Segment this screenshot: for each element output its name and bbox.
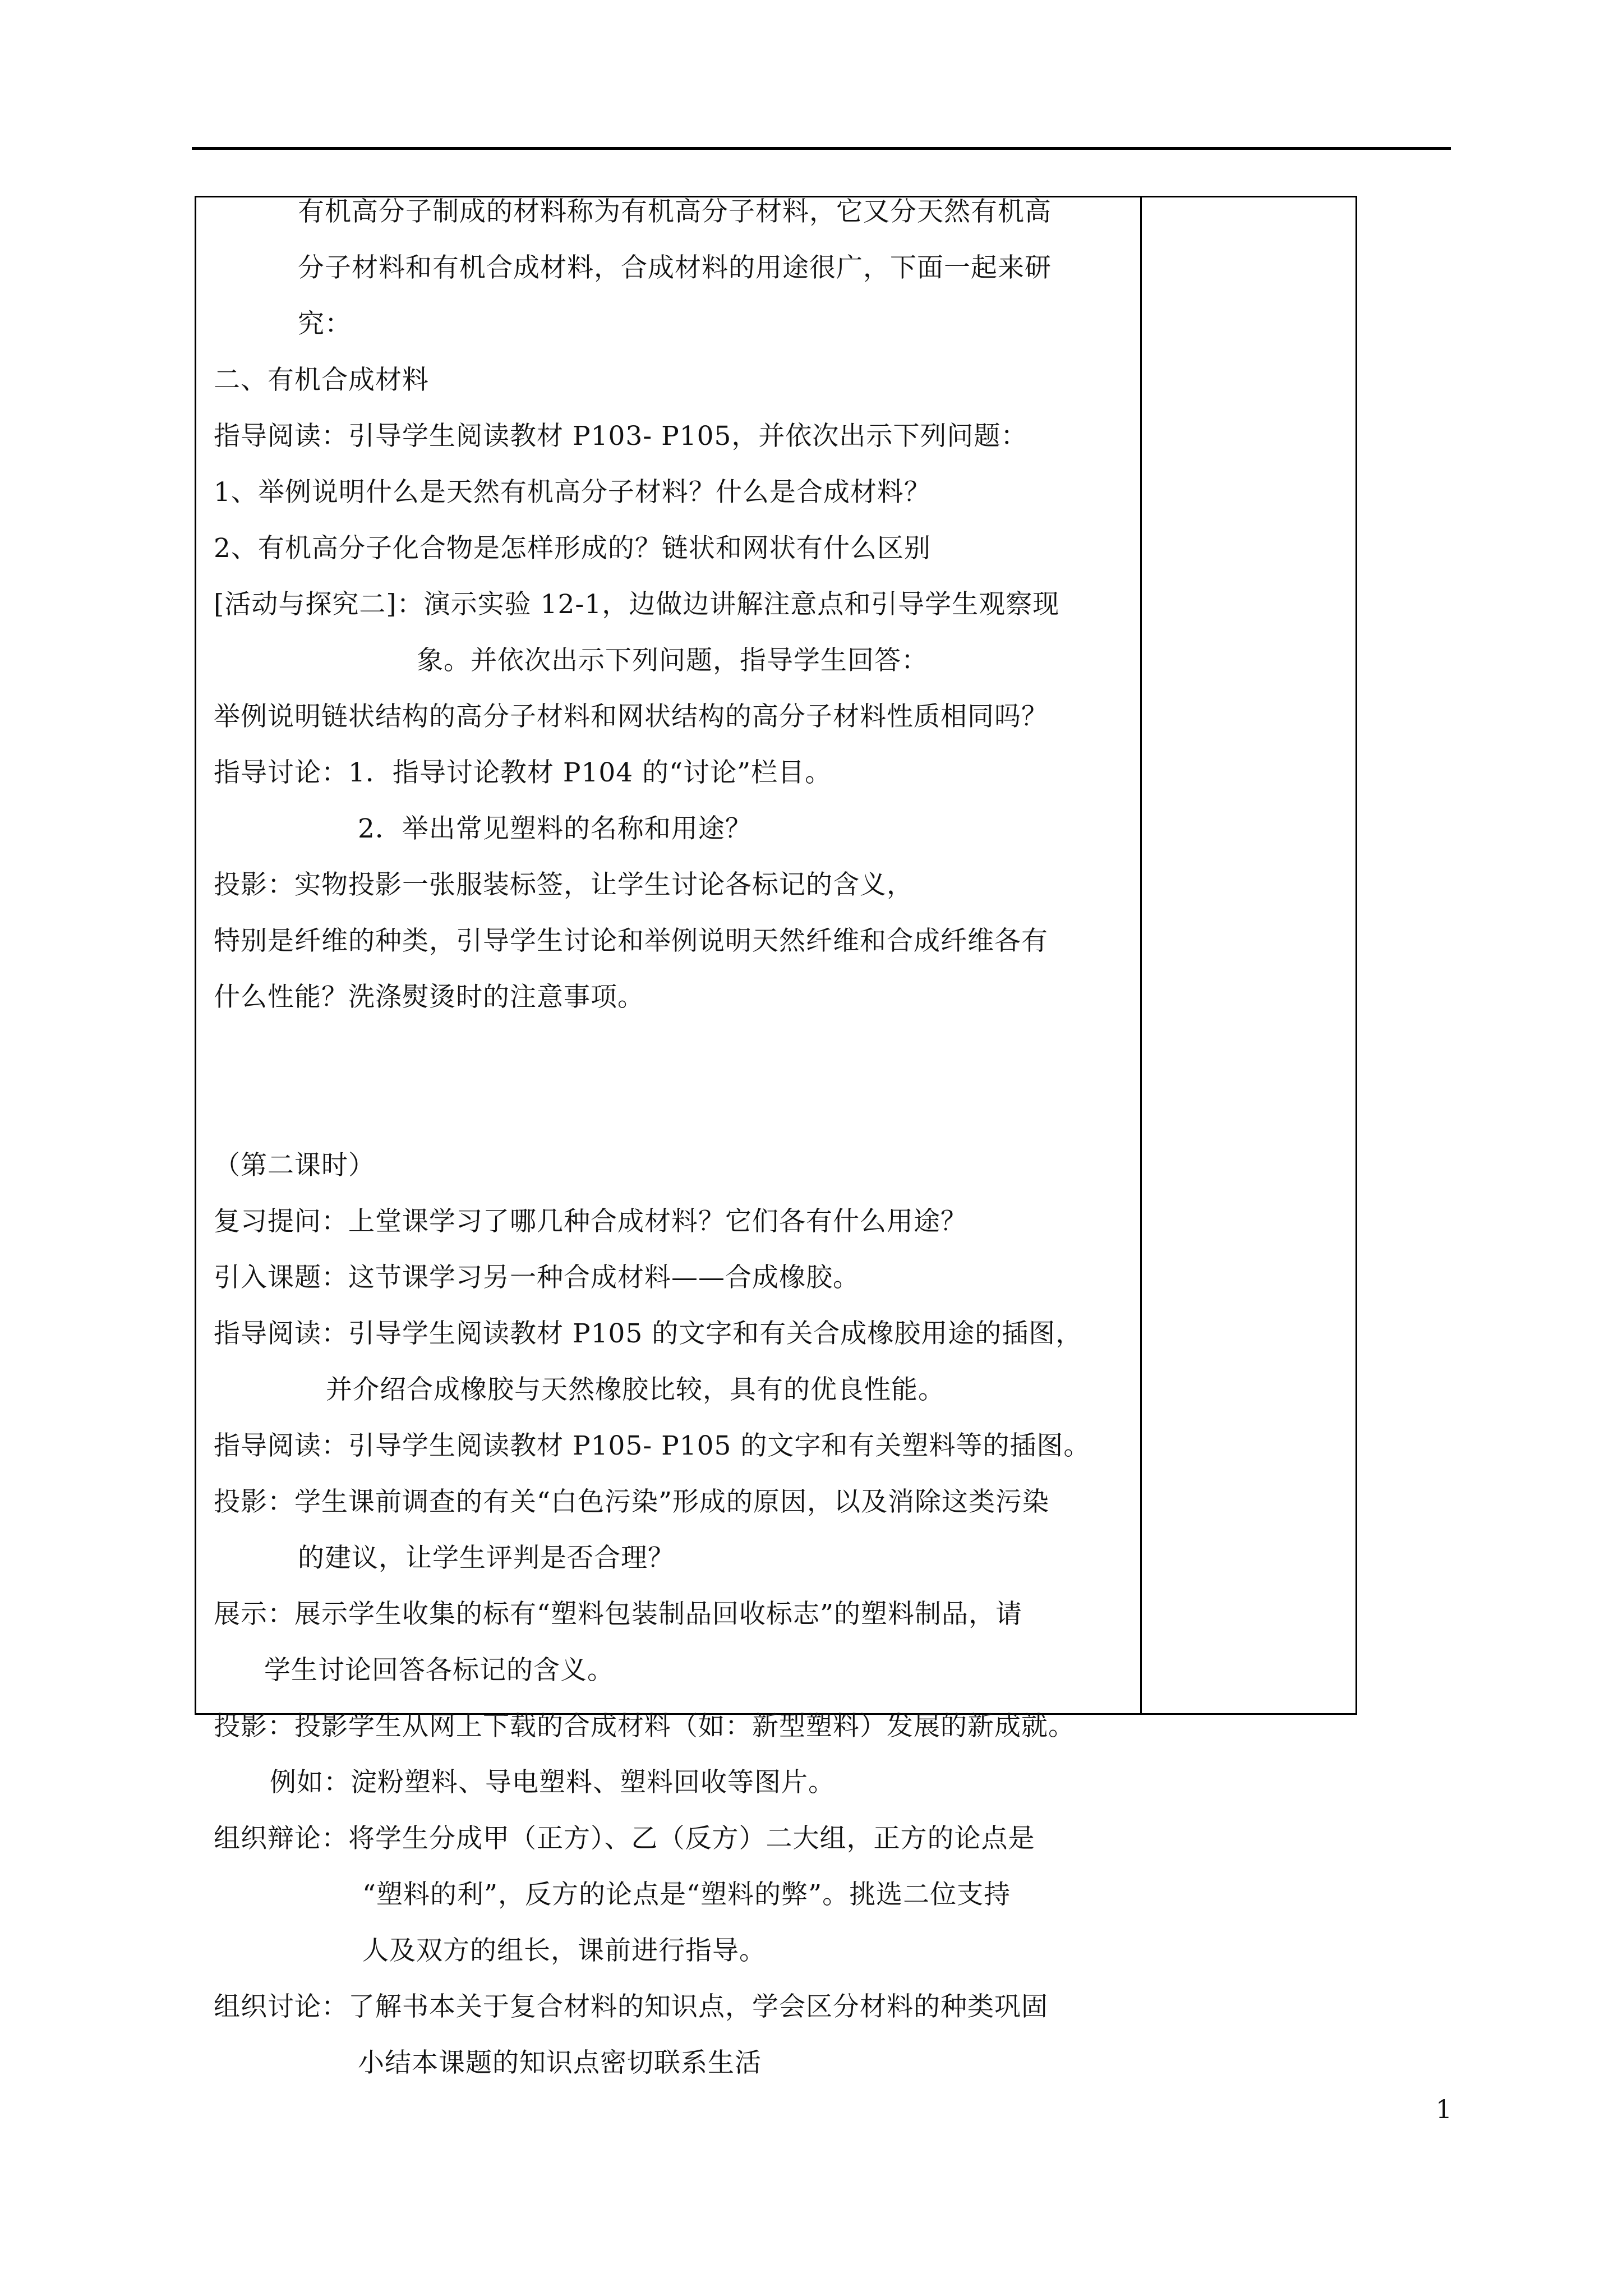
text-line: 的建议，让学生评判是否合理？: [298, 1543, 675, 1573]
text-line: 指导讨论：1．指导讨论教材 P104 的“讨论”栏目。: [214, 757, 832, 788]
text-line: 投影：实物投影一张服装标签，让学生讨论各标记的含义，: [214, 869, 914, 900]
text-line: 组织讨论：了解书本关于复合材料的知识点，学会区分材料的种类巩固: [214, 1991, 1048, 2022]
header-rule: [192, 147, 1451, 150]
text-line: 投影：投影学生从网上下载的合成材料（如：新型塑料）发展的新成就。: [214, 1711, 1075, 1742]
text-line: [活动与探究二]：演示实验 12-1，边做边讲解注意点和引导学生观察现: [214, 589, 1060, 620]
lesson-table: [195, 196, 1357, 2078]
text-line: 指导阅读：引导学生阅读教材 P105 的文字和有关合成橡胶用途的插图，: [214, 1318, 1083, 1349]
text-line: 特别是纤维的种类，引导学生讨论和举例说明天然纤维和合成纤维各有: [214, 926, 1048, 956]
text-line: 究：: [298, 309, 352, 339]
text-line: 2．举出常见塑料的名称和用途？: [358, 813, 752, 844]
side-notes-cell: [1142, 197, 1355, 1713]
text-line: 学生讨论回答各标记的含义。: [264, 1655, 614, 1686]
text-line: 分子材料和有机合成材料，合成材料的用途很广，下面一起来研: [298, 252, 1052, 283]
text-line: 举例说明链状结构的高分子材料和网状结构的高分子材料性质相同吗？: [214, 701, 1048, 732]
text-line: 有机高分子制成的材料称为有机高分子材料，它又分天然有机高: [298, 196, 1052, 227]
text-line: 组织辩论：将学生分成甲（正方）、乙（反方）二大组，正方的论点是: [214, 1823, 1035, 1854]
text-line: “塑料的利”，反方的论点是“塑料的弊”。挑选二位支持: [362, 1879, 1011, 1910]
text-line: 2、有机高分子化合物是怎样形成的？链状和网状有什么区别: [214, 533, 931, 564]
text-line: 人及双方的组长，课前进行指导。: [362, 1935, 766, 1966]
text-line: 复习提问：上堂课学习了哪几种合成材料？它们各有什么用途？: [214, 1206, 967, 1237]
text-line: 指导阅读：引导学生阅读教材 P105- P105 的文字和有关塑料等的插图。: [214, 1430, 1091, 1461]
text-line: 引入课题：这节课学习另一种合成材料——合成橡胶。: [214, 1262, 860, 1293]
text-line: 投影：学生课前调查的有关“白色污染”形成的原因，以及消除这类污染: [214, 1487, 1050, 1517]
section-heading: 二、有机合成材料: [214, 365, 429, 395]
content-cell: [196, 196, 1140, 2078]
text-line: 并介绍合成橡胶与天然橡胶比较，具有的优良性能。: [326, 1374, 945, 1405]
text-line: 小结本课题的知识点密切联系生活: [358, 2047, 762, 2078]
page-number: 1: [1436, 2094, 1453, 2124]
text-line: 什么性能？洗涤熨烫时的注意事项。: [214, 982, 644, 1013]
section-heading: （第二课时）: [214, 1150, 375, 1181]
text-line: 指导阅读：引导学生阅读教材 P103- P105，并依次出示下列问题：: [214, 421, 1028, 452]
text-line: 展示：展示学生收集的标有“塑料包装制品回收标志”的塑料制品，请: [214, 1599, 1023, 1630]
text-line: 例如：淀粉塑料、导电塑料、塑料回收等图片。: [270, 1767, 835, 1798]
text-line: 1、举例说明什么是天然有机高分子材料？什么是合成材料？: [214, 477, 931, 508]
text-line: 象。并依次出示下列问题，指导学生回答：: [417, 645, 928, 676]
